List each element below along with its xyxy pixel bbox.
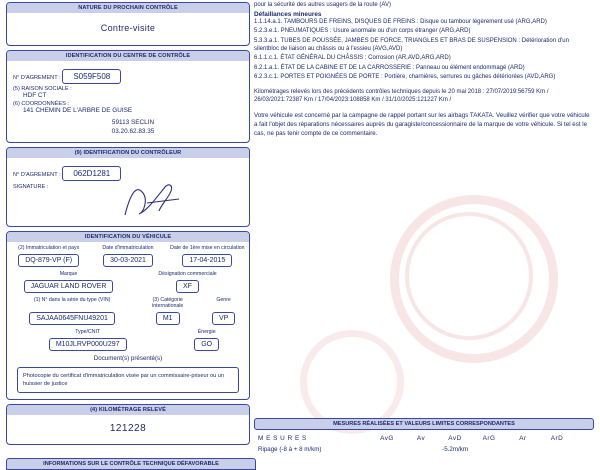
partial-top-line: pour la sécurité des autres usagers de la route (AV) — [254, 2, 391, 8]
cap-marque: Marque — [59, 270, 78, 277]
mesures-header: MESURES RÉALISÉES ET VALEURS LIMITES CORRESPONDANTES — [254, 418, 594, 430]
vehicule-row-2-caps — [11, 271, 245, 278]
kilometrage-value: 121228 — [109, 422, 147, 434]
mesures-row — [254, 446, 594, 453]
centre-agrement-value: S059F508 — [62, 69, 121, 84]
defaillance-item: 5.2.3.e.1. PNEUMATIQUES : Usure anormale ou d'un corps étranger (ARG,ARD) — [254, 28, 471, 35]
mesures-col-arg: ArG — [482, 435, 496, 442]
mesures-col-av: Av — [416, 435, 426, 442]
footer-defavorable-header: INFORMATIONS SUR LE CONTRÔLE TECHNIQUE DÉFAVORABLE — [6, 458, 256, 470]
nature-header: NATURE DU PROCHAIN CONTRÔLE — [7, 3, 249, 13]
stamp-ring-inner — [405, 212, 533, 340]
vehicule-row-3-vals — [11, 312, 245, 325]
rappel-takata-paragraph: Votre véhicule est concerné par la campagne de rappel portant sur les airbags TAKATA. Veuillez vérifier que votre véhicule a fait l'objet des réparations nécessaires auprès du garagiste/concessionnaire de la marque de votre véhicule. Si tel est le cas, ne pas tenir compte de ce commentaire. — [254, 112, 590, 137]
centre-raison-value: HDF CT — [23, 92, 47, 99]
mesures-col-avd: AvD — [448, 435, 462, 442]
left-column — [6, 2, 250, 449]
documents-presentes-value: Photocopie du certificat d'immatriculation visée par un commissaire-priseur ou un huissier de justice — [17, 367, 239, 393]
signature-area — [13, 183, 243, 221]
mesures-col-ar: Ar — [519, 435, 527, 442]
cap-genre: Genre — [216, 296, 231, 303]
val-date-premiere-mise: 17-04-2015 — [182, 254, 232, 267]
defaillances-list — [254, 19, 594, 82]
mesures-col-ard: ArD — [550, 435, 564, 442]
val-energie: GO — [194, 338, 219, 351]
controleur-agrement-value: 062D1281 — [62, 166, 121, 181]
centre-coord-label: (6) COORDONNÉES : — [13, 100, 69, 107]
val-designation: XF — [176, 280, 199, 293]
mesures-section — [254, 412, 594, 453]
val-vin: SAJAA0645FNU49201 — [29, 312, 115, 325]
mesures-col-label: M E S U R E S — [258, 435, 307, 442]
vehicule-row-2-vals — [11, 280, 245, 293]
defaillances-mineures-title: Défaillances mineures — [254, 10, 322, 18]
controleur-agrement-row — [13, 166, 243, 181]
cap-type-cnit: Type/CNIT — [75, 328, 101, 335]
vehicule-row-3-caps — [11, 297, 245, 310]
val-categorie: M1 — [156, 312, 180, 325]
controleur-agrement-label: N° D'AGREMENT : — [13, 171, 61, 178]
centre-raison-label: (5) RAISON SOCIALE : — [13, 86, 72, 92]
defaillance-item: 6.1.1.c.1. ÉTAT GÉNÉRAL DU CHÂSSIS : Corrosion (AR,AVD,ARG,ARD) — [254, 55, 451, 62]
controleur-header: (9) IDENTIFICATION DU CONTRÔLEUR — [7, 148, 249, 158]
val-marque: JAGUAR LAND ROVER — [24, 280, 114, 293]
cap-vin: (1) N° dans la série du type (VIN) — [33, 296, 111, 303]
vehicule-row-4-vals — [11, 338, 245, 351]
vehicule-row-1-caps — [11, 245, 245, 252]
mesures-row-value: -5.2m/km — [442, 446, 468, 453]
cap-documents: Document(s) présenté(s) — [93, 354, 163, 362]
centre-controle-box — [6, 50, 250, 143]
val-type-cnit: M10JLRVP000U297 — [49, 338, 127, 351]
vehicule-box — [6, 231, 250, 400]
centre-agrement-row — [13, 69, 243, 84]
cap-date-premiere-mise: Date de 1ère mise en circulation — [170, 244, 245, 251]
centre-header: IDENTIFICATION DU CENTRE DE CONTRÔLE — [7, 51, 249, 61]
vehicule-header: IDENTIFICATION DU VÉHICULE — [7, 232, 249, 242]
centre-address-line1: 141 CHEMIN DE L'ARBRE DE GUISE — [23, 106, 133, 114]
defaillance-item: 6.2.3.c.1. PORTES ET POIGNÉES DE PORTE : Portière, charnières, serrures ou gâches détériorées (AVD,ARG) — [254, 74, 556, 81]
vehicule-grid — [7, 242, 249, 399]
right-column — [254, 2, 594, 453]
signature-label: SIGNATURE : — [13, 183, 49, 190]
kilometrage-box — [6, 404, 250, 445]
centre-address-line3: 03.20.62.83.35 — [111, 127, 155, 135]
cap-date-immatriculation: Date d'immatriculation — [102, 244, 154, 251]
mesures-col-avg: AvG — [380, 435, 394, 442]
cap-designation: Désignation commerciale — [158, 270, 217, 277]
centre-body — [7, 61, 249, 142]
cap-energie: Énergie — [197, 328, 216, 335]
val-genre: VP — [212, 312, 235, 325]
val-date-immatriculation: 30-03-2021 — [103, 254, 153, 267]
controleur-box — [6, 147, 250, 227]
defaillance-item: 6.2.1.a.1. ÉTAT DE LA CABINE ET DE LA CARROSSERIE : Panneau ou élément endommagé (ARD) — [254, 64, 525, 71]
val-immatriculation: DQ-879-VP (F) — [18, 254, 79, 267]
nature-prochain-controle-box — [6, 2, 250, 46]
vehicule-row-1-vals — [11, 254, 245, 267]
cap-categorie: (3) Catégorie internationale — [152, 296, 184, 309]
cap-immatriculation: (2) Immatriculation et pays — [18, 244, 80, 251]
defaillance-item: 5.3.3.a.1. TUBES DE POUSSÉE, JAMBES DE FORCE, TRIANGLES ET BRAS DE SUSPENSION : Détérioration d'un silentbloc de liaison au châssis ou à l'essieu (AVG,AVD) — [254, 37, 569, 52]
centre-address-line2: 59113 SECLIN — [111, 119, 155, 127]
kilometrage-header: (4) KILOMÉTRAGE RELEVÉ — [7, 405, 249, 415]
nature-value: Contre-visite — [100, 23, 156, 33]
mesures-columns — [254, 435, 594, 442]
defaillance-item: 1.1.14.a.1. TAMBOURS DE FREINS, DISQUES DE FREINS : Disque ou tambour légèrement usé (ARG,ARD) — [254, 18, 547, 25]
controleur-body — [7, 158, 249, 226]
vehicule-row-4-caps — [11, 329, 245, 336]
mesures-row-label: Ripage (-8 à + 8 m/km) — [258, 446, 322, 453]
kilometrages-precedents-paragraph: Kilométrages relevés lors des précédents contrôles techniques depuis le 20 mai 2018 : 27/07/2019:56759 Km / 26/03/2021:72387 Km / 17/04/2023:108858 Km / 31/10/2025:121227 Km / — [254, 89, 549, 104]
signature-icon — [117, 181, 187, 221]
centre-agrement-label: N° D'AGREMENT : — [13, 75, 61, 81]
